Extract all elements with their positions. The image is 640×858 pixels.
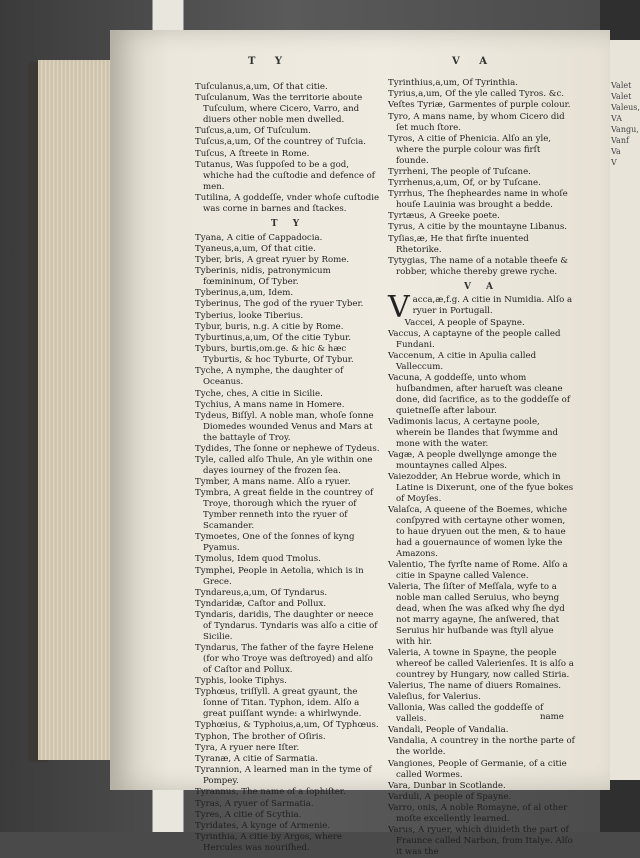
dictionary-entry: Vangiones, People of Germanie, of a citie called Wormes. bbox=[388, 758, 567, 780]
dictionary-entry: Vadimonis lacus, A certayne poole, wherein be Ilandes that ſwymme and mone with the water. bbox=[388, 416, 558, 449]
dictionary-entry: Tyrius,a,um, Of the yle called Tyros. &c. bbox=[388, 89, 564, 100]
dictionary-entry: Tyſias,æ, He that firſte inuented Rhetorike. bbox=[388, 233, 529, 255]
facing-fragment: Valet bbox=[611, 92, 632, 101]
dictionary-entry: Tyranæ, A citie of Sarmatia. bbox=[195, 754, 318, 765]
dictionary-entry: Tyrrheni, The people of Tuſcane. bbox=[388, 166, 531, 177]
dictionary-entry: Tuſcus,a,um, Of the countrey of Tuſcia. bbox=[195, 137, 366, 148]
dictionary-entry: Tyrrhenus,a,um, Of, or by Tuſcane. bbox=[388, 177, 541, 188]
dictionary-entry: Vagæ, A people dwellynge amonge the mountaynes called Alpes. bbox=[388, 449, 557, 471]
dictionary-entry: Tyrus, A citie by the mountayne Libanus. bbox=[388, 222, 567, 233]
dictionary-entry: Tymoetes, One of the ſonnes of kyng Pyamus. bbox=[195, 532, 355, 554]
dictionary-entry: Valentio, The fyrſte name of Rome. Alſo a citie in Spayne called Valence. bbox=[388, 559, 568, 581]
section-heading-va: V A bbox=[463, 281, 500, 292]
dictionary-entry: Tyrinthius,a,um, Of Tyrinthia. bbox=[388, 78, 518, 88]
section-heading-ty: T Y bbox=[270, 218, 306, 229]
dictionary-entry: Vaiezodder, An Hebrue worde, which in Latine is Dixerunt, one of the fyue bokes of Moyſes. bbox=[388, 472, 574, 504]
dictionary-entry: Tuſcus,a,um, Of Tuſculum. bbox=[195, 126, 311, 137]
dictionary-entry: Tyndaris, daridis, The daughter or neece of Tyndarus. Tyndaris was alſo a citie of Sicilie. bbox=[195, 610, 378, 643]
dictionary-entry: Tymphei, People in Aetolia, which is in Grece. bbox=[195, 565, 364, 587]
dictionary-entry: Tychius, A mans name in Homere. bbox=[195, 399, 345, 410]
dictionary-entry: Valeria, A towne in Spayne, the people whereof be called Valerienſes. It is alſo a countrey by Hungary, now called Stiria. bbox=[388, 647, 574, 680]
dictionary-entry: Tyrinthia, A citie by Argos, where Hercules was nouriſhed. bbox=[195, 832, 342, 854]
facing-page-text bbox=[611, 80, 640, 380]
dictionary-entry: Tyche, ches, A citie in Sicilie. bbox=[195, 388, 323, 399]
dictionary-entry: Tyburs, burtis,om.ge. & hic & hæc Tyburtis, & hoc Tyburte, Of Tybur. bbox=[195, 344, 354, 366]
dictionary-entry: Tyro, A mans name, by whom Cicero did ſet much ſtore. bbox=[388, 111, 565, 133]
dictionary-entry: Tymbra, A great fielde in the countrey of Troye, thorough which the ryuer of Tymber renneth into the ryuer of Scamander. bbox=[195, 488, 374, 532]
facing-fragment: Valeus, bbox=[611, 103, 640, 112]
dictionary-entry: Tyrrhus, The ſhepheardes name in whoſe houſe Lauinia was brought a bedde. bbox=[388, 189, 568, 211]
dictionary-entry: Tyrannus, The name of a ſophiſter. bbox=[195, 787, 346, 798]
dictionary-entry: Vaccenum, A citie in Apulia called Valleccum. bbox=[388, 350, 537, 372]
dictionary-entry: Tyche, A nymphe, the daughter of Oceanus. bbox=[195, 366, 344, 388]
dictionary-entry: Tyaneus,a,um, Of that citie. bbox=[195, 243, 316, 254]
dictionary-entry: Tymber, A mans name. Alſo a ryuer. bbox=[195, 477, 351, 488]
dictionary-entry: Tyndarus, The father of the fayre Helene (for who Troye was deſtroyed) and alſo of Caſtor and Pollux. bbox=[195, 643, 374, 676]
dictionary-entry: Tuſcus, A ſtreete in Rome. bbox=[195, 148, 310, 159]
dictionary-entry: Tyberinus, The god of the ryuer Tyber. bbox=[195, 299, 364, 310]
dictionary-entry: Tyber, bris, A great ryuer by Rome. bbox=[195, 254, 350, 265]
dictionary-entry: Vandalia, A countrey in the northe parte of the worlde. bbox=[388, 736, 575, 758]
dictionary-entry: Tyburtinus,a,um, Of the citie Tybur. bbox=[195, 333, 352, 344]
dictionary-entry: Typhon, The brother of Oſiris. bbox=[195, 731, 326, 742]
dictionary-entry: Varro, onis, A noble Romayne, of al other moſte excellently learned. bbox=[388, 803, 568, 825]
dictionary-entry: Tyana, A citie of Cappadocia. bbox=[195, 232, 323, 243]
dictionary-entry: Valerius, The name of diuers Romaines. bbox=[388, 680, 561, 691]
dictionary-entry: Vaccus, A captayne of the people called Fundani. bbox=[388, 328, 561, 350]
dictionary-entry: Tuſculanum, Was the territorie aboute Tuſculum, where Cicero, Varro, and diuers other noble men dwelled. bbox=[195, 93, 363, 126]
dictionary-entry: Tytygias, The name of a notable theefe & robber, whiche thereby grewe ryche. bbox=[388, 255, 568, 277]
dictionary-entry: Tyberinus,a,um, Idem. bbox=[195, 288, 294, 299]
dictionary-entry: Tyndaridæ, Caſtor and Pollux. bbox=[195, 599, 327, 609]
dictionary-entry: Typhœius, & Typhoius,a,um, Of Typhœus. bbox=[195, 720, 379, 731]
dictionary-entry: Typhis, looke Tiphys. bbox=[195, 676, 287, 687]
dictionary-entry: Tybur, buris, n.g. A citie by Rome. bbox=[195, 321, 344, 332]
dictionary-entry: Vacuna, A goddeſſe, unto whom huſbandmen, after harueſt was cleane done, did ſacrifice, as to the goddeſſe of quietneſſe after labour. bbox=[388, 373, 571, 416]
dictionary-entry: Tyle, called alſo Thule, An yle within one dayes iourney of the frozen ſea. bbox=[195, 455, 373, 477]
facing-fragment: Vangu, bbox=[611, 125, 639, 134]
ruler-bottom bbox=[152, 790, 184, 832]
dictionary-entry: Varduli, A people of Spayne. bbox=[388, 791, 512, 802]
running-head-right: V A bbox=[452, 56, 495, 67]
dictionary-entry: Typhœus, triſſyll. A great gyaunt, the ſonne of Titan. Typhon, idem. Alſo a great puiſſant wynde: a whirlwynde. bbox=[195, 687, 362, 720]
dictionary-entry: Tydeus, Biſſyl. A noble man, whoſe ſonne Diomedes wounded Venus and Mars at the battayle of Troy. bbox=[195, 410, 374, 443]
dictionary-entry: Tydides, The ſonne or nephewe of Tydeus. bbox=[195, 443, 380, 454]
dictionary-entry: Valeria, The ſiſter of Meſſala, wyfe to a noble man called Seruius, who beyng dead, when ſhe was aſked why ſhe dyd not marry agayne, ſhe anſwered, that Seruius hir huſbande was ſtyll alyue with hir. bbox=[388, 582, 565, 647]
dictionary-entry: Tyrannion, A learned man in the tyme of Pompey. bbox=[195, 765, 372, 787]
dictionary-entry: Tutanus, Was ſuppoſed to be a god, whiche had the cuſtodie and defence of men. bbox=[195, 159, 375, 192]
dictionary-entry: Tymolus, Idem quod Tmolus. bbox=[195, 554, 321, 565]
dictionary-entry: Tyberinis, nidis, patronymicum fœmininum, Of Tyber. bbox=[195, 266, 331, 288]
dictionary-entry: Valaſca, A queene of the Boemes, whiche conſpyred with certayne other women, to haue dryuen out the men, & to haue had a gouernaunce of women lyke the Amazons. bbox=[388, 505, 568, 559]
dictionary-entry: Tutilina, A goddeſſe, vnder whoſe cuſtodie was corne in barnes and ſtackes. bbox=[195, 192, 380, 214]
dictionary-entry: Valeſius, for Valerius. bbox=[388, 691, 481, 702]
dictionary-entry: Tuſculanus,a,um, Of that citie. bbox=[195, 82, 328, 92]
dictionary-entry: Tyras, A ryuer of Sarmatia. bbox=[195, 798, 314, 809]
dictionary-entry: Tyndareus,a,um, Of Tyndarus. bbox=[195, 587, 328, 598]
dictionary-entry: Tyrtæus, A Greeke poete. bbox=[388, 211, 500, 222]
dictionary-entry: Vaccei, A people of Spayne. bbox=[404, 317, 525, 328]
dictionary-entry: Vacca,æ,f.g. A citie in Numidia. Alſo a ryuer in Portugall. bbox=[388, 290, 573, 326]
running-head-left: T Y bbox=[248, 56, 291, 67]
dictionary-entry: Tyra, A ryuer nere Iſter. bbox=[195, 742, 300, 753]
dictionary-entry: Tyridates, A kynge of Armenie. bbox=[195, 820, 331, 831]
facing-fragment: Valet bbox=[611, 81, 632, 90]
dictionary-entry: Veſtes Tyriæ, Garmentes of purple colour. bbox=[388, 100, 571, 111]
left-column bbox=[195, 82, 381, 854]
dictionary-entry: Vara, Dunbar in Scotlande. bbox=[388, 780, 506, 791]
dictionary-entry: Varus, A ryuer, which diuideth the part of Fraunce called Narbon, from Italye. Alſo it was the bbox=[388, 825, 573, 858]
right-column bbox=[388, 78, 575, 858]
page-edges bbox=[38, 60, 118, 760]
facing-fragment: Vanf bbox=[611, 136, 629, 145]
dictionary-entry: Tyberius, looke Tiberius. bbox=[195, 310, 304, 321]
facing-fragment: VA bbox=[611, 114, 623, 123]
facing-fragment: Va bbox=[611, 147, 621, 156]
dictionary-entry: Tyres, A citie of Scythia. bbox=[195, 809, 302, 820]
dictionary-entry: Tyros, A citie of Phenicia. Alſo an yle, where the purple colour was firſt founde. bbox=[388, 133, 552, 166]
drop-capital: V bbox=[388, 290, 410, 326]
dictionary-entry: Vandali, People of Vandalia. bbox=[388, 725, 509, 736]
dictionary-entry: Vallonia, Was called the goddeſſe of valleis. bbox=[388, 703, 544, 725]
facing-fragment: V bbox=[611, 158, 617, 167]
catchword: name bbox=[540, 712, 564, 722]
